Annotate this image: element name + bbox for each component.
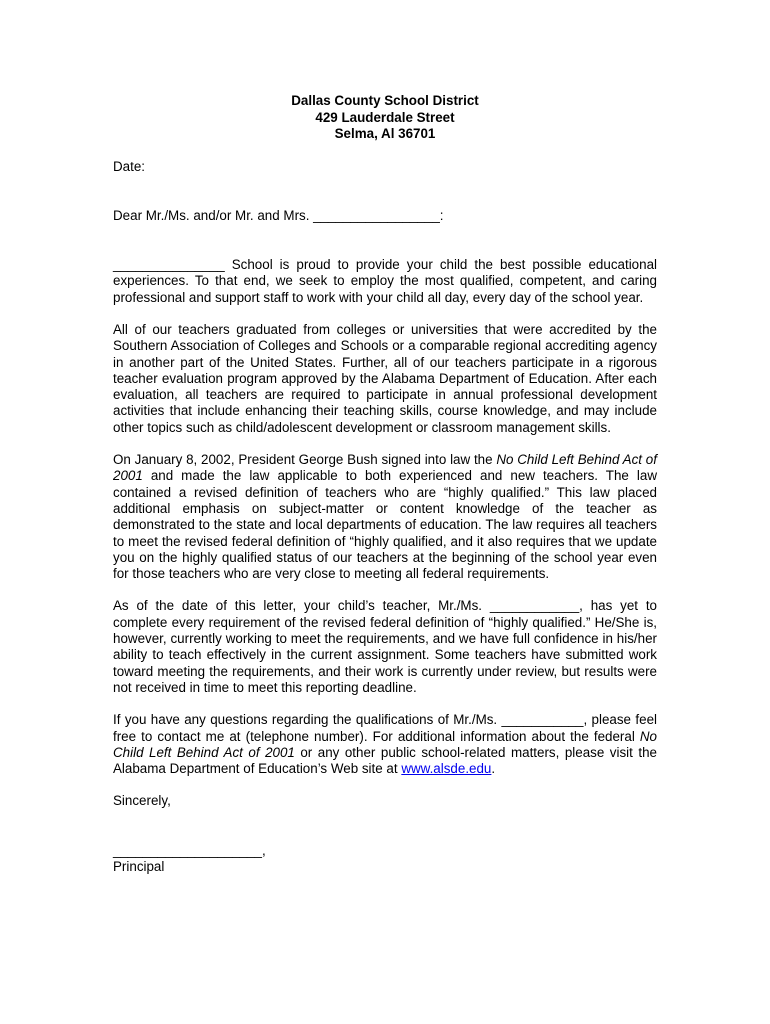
salutation: Dear Mr./Ms. and/or Mr. and Mrs. _________________: <box>113 207 444 223</box>
contact-act-title: No Child Left Behind Act of 2001 <box>113 728 657 760</box>
paragraph-intro: _______________ School is proud to provide your child the best possible educational experiences. To that end, we seek to employ the most qualified, competent, and caring professional and support staff to work with your child all day, every day of the school year. <box>113 257 657 305</box>
date-label: Date: <box>113 158 146 174</box>
letterhead <box>113 93 657 143</box>
paragraph-accreditation: All of our teachers graduated from colleges or universities that were accredited by the Southern Association of Colleges and Schools or a comparable regional accrediting agency in another part of the United States. Further, all of our teachers participate in a rigorous teacher evaluation program approved by the Alabama Department of Education. After each evaluation, all teachers are required to participate in annual professional development activities that include enhancing their teaching skills, course knowledge, and may include other topics such as child/adolescent development or classroom management skills. <box>113 321 657 435</box>
signature-title: Principal <box>113 859 165 874</box>
contact-text-after: . <box>491 761 496 777</box>
district-street: 429 Lauderdale Street <box>315 109 455 125</box>
paragraph-teacher-status: As of the date of this letter, your child’s teacher, Mr./Ms. ____________, has yet to complete every requirement of the revised federal definition of “highly qualified.” He/She is, however, currently working to meet the requirements, and we have full confidence in his/her ability to teach effectively in the current assignment. Some teachers have submitted work toward meeting the requirements, and their work is currently under review, but results were not received in time to meet this reporting deadline. <box>113 598 657 695</box>
nclb-text-before: On January 8, 2002, President George Bush signed into law the <box>113 452 497 468</box>
letter-page <box>113 93 657 875</box>
alsde-website-link[interactable]: www.alsde.edu <box>401 761 492 777</box>
district-city: Selma, Al 36701 <box>334 126 436 141</box>
paragraph-contact <box>113 712 657 777</box>
nclb-act-title: No Child Left Behind Act of 2001 <box>113 452 657 484</box>
contact-text-middle: or any other public school-related matters, please visit the Alabama Department of Education’s Web site at <box>113 744 657 777</box>
nclb-text-after: and made the law applicable to both experienced and new teachers. The law contained a revised definition of teachers who are “highly qualified.” This law placed additional emphasis on subject-matter or content knowledge of the teacher as demonstrated to the state and local departments of education. The law requires all teachers to meet the revised federal definition of “highly qualified, and it also requires that we update you on the highly qualified status of our teachers at the beginning of the school year even for those teachers who are very close to meeting all federal requirements. <box>113 468 657 582</box>
signature-line: ____________________, <box>113 842 266 858</box>
district-name: Dallas County School District <box>291 93 479 108</box>
paragraph-nclb <box>113 452 657 582</box>
closing: Sincerely, <box>113 793 171 809</box>
contact-text-before: If you have any questions regarding the qualifications of Mr./Ms. ___________, please feel free to contact me at (telephone number). For additional information about the federal <box>113 712 657 744</box>
